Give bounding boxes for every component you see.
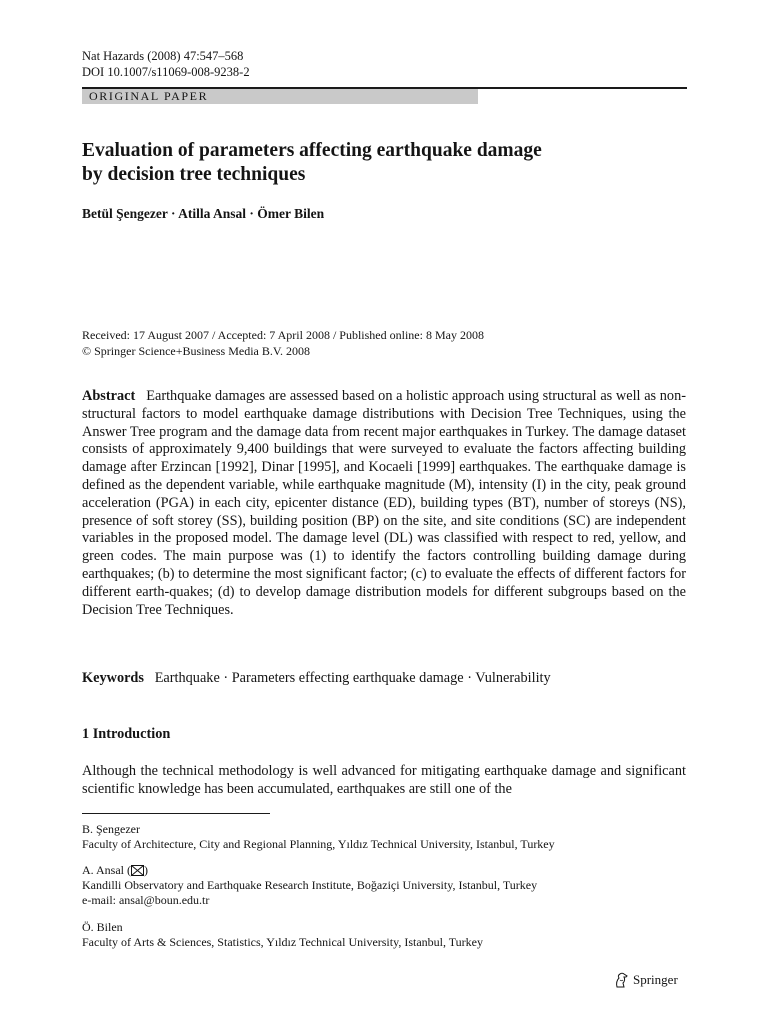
- intro-paragraph: Although the technical methodology is well advanced for mitigating earthquake damage and significant scientific knowledge has been accumulated, earthquakes are still one of the: [82, 763, 686, 797]
- author-2-name-end: ): [144, 863, 148, 877]
- copyright-line: © Springer Science+Business Media B.V. 2008: [82, 344, 310, 358]
- introduction-body: [82, 763, 686, 799]
- abstract: [82, 388, 686, 619]
- article-type-label: ORIGINAL PAPER: [89, 89, 209, 103]
- author-3-name: Ö. Bilen: [82, 920, 123, 934]
- abstract-heading: Abstract: [82, 388, 136, 404]
- author-2-affiliation: Kandilli Observatory and Earthquake Research Institute, Boğaziçi University, Istanbul, Turkey: [82, 878, 538, 892]
- keywords-text: Earthquake · Parameters effecting earthquake damage · Vulnerability: [154, 670, 551, 686]
- received-line: Received: 17 August 2007 / Accepted: 7 April 2008 / Published online: 8 May 2008: [82, 328, 484, 342]
- abstract-text: Earthquake damages are assessed based on a holistic approach using structural as well as non-structural factors to model earthquake damage distributions with Decision Tree Techniques, using the Answer Tree program and the damage data from recent major earthquakes in Turkey. The damage dataset consists of approximately 9,400 buildings that were surveyed to evaluate the factors affecting building damage after Erzincan [1992], Dinar [1995], and Kocaeli [1999] earthquakes. The earthquake damage is defined as the dependent variable, while earthquake magnitude (M), intensity (I) in the city, peak ground acceleration (PGA) in each city, epicenter distance (ED), building types (BT), number of storeys (NS), presence of soft storey (SS), building position (BP) on the site, and site conditions (SC) are independent variables in the proposed model. The damage level (DL) was classified with respect to red, yellow, and green codes. The main purpose was (1) to identify the factors controlling building damage during earthquakes; (b) to determine the most significant factor; (c) to evaluate the effects of different factors for different earth-quakes; (d) to develop damage distribution models for different subgroups based on the Decision Tree Techniques.: [82, 388, 686, 618]
- author-3-affiliation: Faculty of Arts & Sciences, Statistics, Yıldız Technical University, Istanbul, Turkey: [82, 935, 483, 949]
- author-1-name: B. Şengezer: [82, 822, 140, 836]
- keywords-heading: Keywords: [82, 670, 144, 686]
- citation-line: Nat Hazards (2008) 47:547–568: [82, 49, 244, 63]
- doi-line: DOI 10.1007/s11069-008-9238-2: [82, 65, 250, 79]
- affiliation-1: [82, 822, 555, 852]
- author-2-name: A. Ansal (: [82, 863, 131, 877]
- affiliation-3: [82, 920, 483, 950]
- paper-title: [82, 139, 682, 187]
- author-2-email[interactable]: e-mail: ansal@boun.edu.tr: [82, 893, 210, 907]
- section-heading-introduction: 1 Introduction: [82, 726, 171, 742]
- publication-dates: [82, 327, 484, 359]
- keywords: [82, 670, 551, 687]
- publisher-name: Springer: [633, 972, 678, 987]
- affiliation-2: [82, 863, 537, 908]
- envelope-icon: [131, 865, 144, 876]
- author-list: Betül Şengezer · Atilla Ansal · Ömer Bilen: [82, 206, 325, 221]
- footnote-rule: [82, 813, 270, 814]
- author-1-affiliation: Faculty of Architecture, City and Regional Planning, Yıldız Technical University, Istanbul, Turkey: [82, 837, 555, 851]
- publisher-logo: [614, 972, 678, 988]
- author-2-name-row: [82, 863, 537, 878]
- springer-horse-icon: [614, 972, 629, 988]
- title-line-2: by decision tree techniques: [82, 164, 306, 185]
- title-line-1: Evaluation of parameters affecting earthquake damage: [82, 140, 542, 161]
- journal-citation: [82, 48, 250, 80]
